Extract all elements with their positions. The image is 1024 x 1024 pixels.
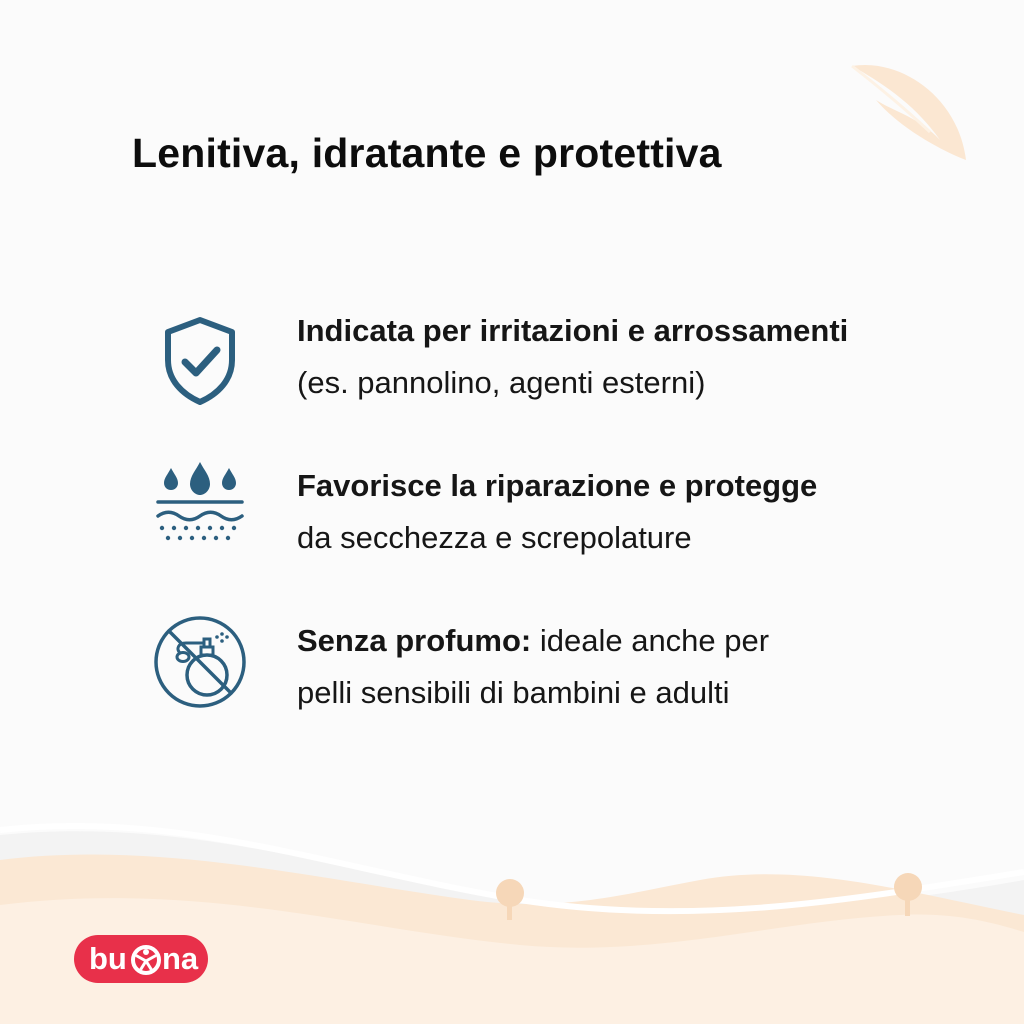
feature-description: da secchezza e screpolature (297, 520, 692, 555)
feature-heading: Senza profumo: (297, 623, 532, 658)
logo-text-end: na (162, 941, 199, 976)
shield-check-icon (150, 310, 250, 410)
feature-description: (es. pannolino, agenti esterni) (297, 365, 706, 400)
feature-fragrance-free (0, 615, 1024, 725)
feature-text (297, 460, 817, 564)
logo-text-start: bu (89, 941, 127, 976)
feature-text (297, 615, 769, 719)
feature-heading: Indicata per irritazioni e arrossamenti (297, 313, 849, 348)
feature-description: pelli sensibili di bambini e adulti (297, 675, 730, 710)
feature-soothing (0, 305, 1024, 415)
hills-decoration (0, 826, 1024, 1024)
water-drops-skin-icon (150, 460, 250, 560)
feature-text (297, 305, 848, 409)
feature-heading-continuation: ideale anche per (531, 623, 770, 658)
brand-logo (74, 935, 208, 983)
feature-heading: Favorisce la riparazione e protegge (297, 468, 818, 503)
page-title: Lenitiva, idratante e protettiva (132, 130, 722, 176)
logo-figure-icon (129, 942, 163, 976)
feature-first-line (297, 615, 769, 667)
feature-repair (0, 460, 1024, 570)
no-perfume-icon (150, 615, 250, 715)
feather-decoration (852, 65, 966, 160)
